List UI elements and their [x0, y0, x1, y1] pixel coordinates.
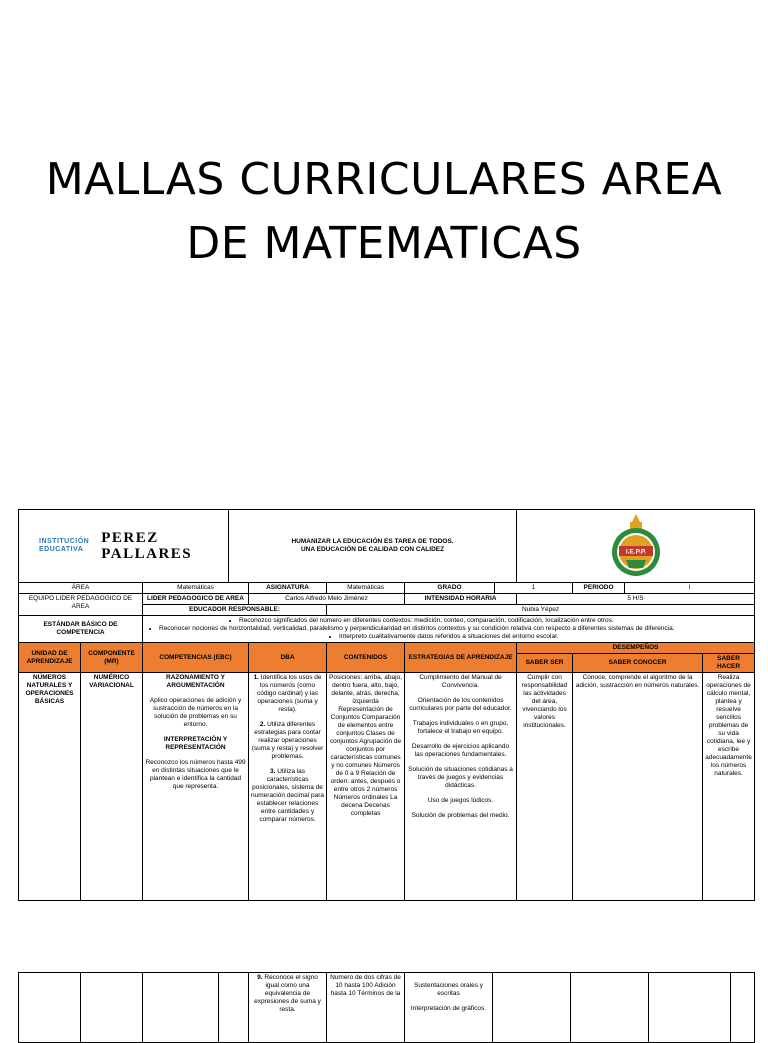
competencias-cell	[143, 673, 249, 901]
motto-line-2: UNA EDUCACIÓN DE CALIDAD CON CALIDEZ	[300, 546, 445, 553]
componente-cell	[81, 973, 143, 1043]
institution-logo	[21, 530, 226, 562]
competencia-text: Reconozco los números hasta 499 en distintas situaciones que le plantean e identifica la cantidad que representa.	[145, 759, 246, 790]
estrategia-item: Uso de juegos lúdicos.	[427, 797, 494, 804]
dba-text: Utiliza las características posicionales, sistema de numeración decimal para establecer relaciones entre cantidades y comparar números.	[251, 768, 325, 823]
title-line-2: DE MATEMATICAS	[186, 218, 582, 269]
estrategia-item: Interpretación de gráficos.	[410, 1005, 487, 1012]
equipo-label: EQUIPO LIDER PEDAGOGICO DE AREA	[19, 594, 143, 616]
dba-text: Utiliza diferentes estrategias para contar realizar operaciones (suma y resta) y resolver problemas.	[251, 721, 324, 760]
title-line-1: MALLAS CURRICULARES AREA	[45, 154, 723, 205]
educador-label: EDUCADOR RESPONSABLE:	[143, 605, 327, 616]
componente-cell: NUMÉRICO VARIACIONAL	[81, 673, 143, 901]
estrategia-item: Solución de problemas del medio.	[411, 812, 510, 819]
seal-text: I.E.P.P.	[625, 548, 646, 555]
estrategia-item: Cumplimiento del Manual de Convivencia.	[419, 674, 502, 689]
area-value: Matemáticas	[143, 583, 249, 594]
lider-value: Carlos Alfredo Melo Jiménez	[249, 594, 405, 605]
area-label: ÁREA	[19, 583, 143, 594]
estandar-item: • Interpreto cualitativamente datos referidos a situaciones del entorno escolar.	[339, 633, 752, 641]
competencia-heading: INTERPRETACIÓN Y REPRESENTACIÓN	[163, 736, 228, 751]
grado-value: 1	[495, 583, 573, 594]
contenidos-cell: Posiciones: arriba, abajo, dentro fuera, alto, bajo, delante, atrás, derecha, izquierda Representación de Conjuntos Comparación de elementos entre conjuntos Clases de conjuntos Agrupación de conjuntos por características comunes y no comunes Números de 0 a 9 Relación de orden: antes, después o entre otros 2 números Números ordinales La decena Decenas completas	[327, 673, 405, 901]
school-seal-icon	[606, 512, 666, 578]
col-header-unidad: UNIDAD DE APRENDIZAJE	[19, 643, 81, 673]
col-header-estrategias: ESTRATEGIAS DE APRENDIZAJE	[405, 643, 517, 673]
estandar-label: ESTÁNDAR BÁSICO DE COMPETENCIA	[19, 616, 143, 643]
competencia-heading: RAZONAMIENTO Y ARGUMENTACIÓN	[166, 674, 226, 689]
grado-label: GRADO	[405, 583, 495, 594]
periodo-label: PERIODO	[573, 583, 625, 594]
intensidad-value: 5 H/S	[517, 594, 755, 605]
col-header-saber-ser: SABER SER	[517, 654, 573, 673]
educador-value: Nubia Yépez	[327, 605, 755, 616]
saber-ser-cell	[493, 973, 571, 1043]
competencias-cell	[219, 973, 249, 1043]
dba-number: 3.	[270, 768, 276, 775]
periodo-value: I	[625, 583, 755, 594]
contenidos-cell: Numero de dos cifras de 10 hasta 100 Adición hasta 10 Términos de la	[327, 973, 405, 1043]
estrategia-item: Trabajos individuales o en grupo, fortalece el trabajo en equipo.	[412, 720, 509, 735]
logo-name-line-1: PEREZ	[101, 530, 159, 546]
dba-number: 2.	[259, 721, 266, 728]
saber-hacer-cell	[731, 973, 755, 1043]
logo-small-line-1: INSTITUCIÓN	[39, 538, 90, 545]
dba-number: 1.	[253, 674, 259, 681]
saber-conocer-cell: Conoce, comprende el algoritmo de la adición, sustracción en números naturales.	[573, 673, 703, 901]
motto-line-1: HUMANIZAR LA EDUCACIÓN ES TAREA DE TODOS.	[291, 538, 454, 545]
col-header-saber-conocer: SABER CONOCER	[573, 654, 703, 673]
dba-cell	[249, 973, 327, 1043]
unidad-cell	[19, 973, 81, 1043]
col-header-desempenos: DESEMPEÑOS	[517, 643, 755, 654]
estandar-list	[145, 617, 752, 641]
estrategia-item: Solución de situaciones cotidianas a través de juegos y evidencias didácticas.	[408, 766, 513, 789]
unidad-cell: NÚMEROS NATURALES Y OPERACIONES BÁSICAS	[19, 673, 81, 901]
competencias-cell	[143, 973, 219, 1043]
curriculum-table	[18, 509, 755, 901]
col-header-dba: DBA	[249, 643, 327, 673]
competencia-text: Aplico operaciones de adición y sustracción de números en la solución de problemas en su entorno.	[149, 697, 242, 728]
estrategias-cell	[405, 973, 493, 1043]
saber-ser-cell: Cumplir con responsabilidad las actividades del área, vivenciando los valores institucionales.	[517, 673, 573, 901]
saber-conocer-cell	[571, 973, 649, 1043]
institution-logo-cell	[19, 510, 229, 583]
table-row	[19, 973, 755, 1043]
estrategia-item: Orientación de los contenidos curriculares por parte del educador.	[409, 697, 512, 712]
lider-label: LIDER PEDAGOGICO DE AREA	[143, 594, 249, 605]
col-header-contenidos: CONTENIDOS	[327, 643, 405, 673]
estrategias-cell	[405, 673, 517, 901]
document-title	[0, 148, 768, 276]
motto-cell	[229, 510, 517, 583]
saber-hacer-cell	[649, 973, 731, 1043]
logo-small-line-2: EDUCATIVA	[39, 546, 84, 553]
logo-name-line-2: PALLARES	[101, 546, 193, 562]
table-row	[19, 673, 755, 901]
col-header-componente: COMPONENTE (MR)	[81, 643, 143, 673]
seal-cell	[517, 510, 755, 583]
estandar-item: • Reconozco significados del número en diferentes contextos: medición, conteo, comparación, codificación, localización entre otros.	[239, 617, 752, 625]
dba-text: Identifica los usos de los números (como código cardinal) y las operaciones (suma y resta).	[257, 674, 322, 713]
estandar-list-cell	[143, 616, 755, 643]
asignatura-label: ASIGNATURA	[249, 583, 327, 594]
dba-text: Reconoce el signo igual como una equivalencia de expresiones de suma y resta.	[254, 974, 321, 1013]
curriculum-table-continued	[18, 972, 755, 1043]
estrategia-item: Desarrollo de ejercicios aplicando las operaciones fundamentales.	[411, 743, 510, 758]
dba-cell	[249, 673, 327, 901]
col-header-competencias: COMPETENCIAS (EBC)	[143, 643, 249, 673]
col-header-saber-hacer: SABER HACER	[703, 654, 755, 673]
intensidad-label: INTENSIDAD HORARIA	[405, 594, 517, 605]
estrategia-item: Sustentaciones orales y escritas	[413, 982, 483, 997]
asignatura-value: Matemáticas	[327, 583, 405, 594]
dba-number: 9.	[257, 974, 263, 981]
estandar-item: • Reconocer nociones de horizontalidad, verticalidad, paralelismo y perpendicularidad en distintos contextos y su condición relativa con respecto a diferentes sistemas de diferencia.	[159, 625, 752, 633]
saber-hacer-cell: Realiza operaciones de cálculo mental, plantea y resuelve sencillos problemas de su vida cotidiana, lee y escribe adecuadamente los números naturales.	[703, 673, 755, 901]
